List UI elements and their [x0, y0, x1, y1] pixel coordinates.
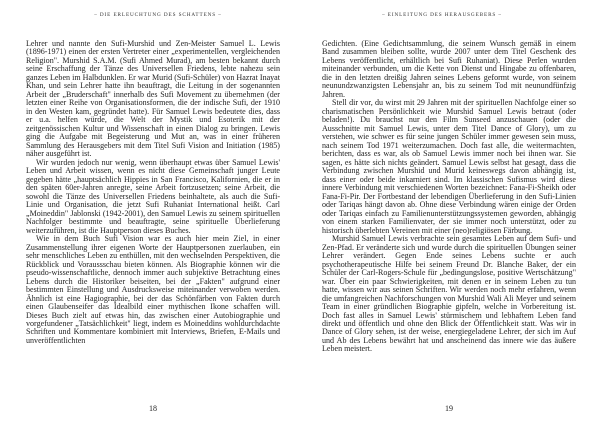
paragraph: Stell dir vor, du wirst mit 29 Jahren mit der spirituellen Nachfolge einer so charismatischen Persönlichkeit wie Murshid Samuel Lewis betraut (oder beladen!). Du brauchst nur den Film Sunseed anzuschauen (oder die Ausschnitte mit Samuel Lewis, unter dem Titel Dance of Glory), um zu verstehen, wie schwer es für seine jungen Schüler immer gewesen sein muss, nach seinem Tod 1971 weiterzumachen. Doch fast alle, die weitermachten, berichten, dass es war, als ob Samuel Lewis immer noch bei ihnen war. Sie sagen, es hätte sich nichts geändert. Samuel Lewis selbst hat gesagt, dass die Verbindung zwischen Murshid und Murid keineswegs davon abhängig ist, dass einer oder beide inkarniert sind. Im klassischen Sufismus wird diese innere Verbindung mit verschiedenen Worten bezeichnet: Fana-Fi-Sheikh oder Fana-Fi-Pir. Der Fortbestand der lebendigen Überlieferung in den Sufi-Linien oder Tariqas hängt davon ab. Ohne diese Verbindung wären einige der Orden oder Tariqas einfach zu Familienunterstützungssystemen geworden, abhängig von einem starken Familienvater, der sie immer noch unterstützt, oder zu historisch überlebten Vereinen mit einer (neo)religiösen Färbung.	[322, 98, 576, 235]
body-text	[322, 40, 576, 354]
running-head: – EINLEITUNG DES HERAUSGEBERS –	[382, 12, 502, 18]
body-text	[26, 40, 280, 345]
page-number: 18	[149, 404, 157, 413]
page-number: 19	[445, 404, 453, 413]
paragraph: Gedichten. (Eine Gedichtsammlung, die seinem Wunsch gemäß in einem Band zusammen bleiben sollte, wurde 2007 unter dem Titel Geschenk des Lebens veröffentlicht, erhältlich bei Sufi Ruhaniat). Diese Perlen wurden miteinander verbunden, um die Kette von Dienst und Hingabe zu offenbaren, die in den letzten dreißig Jahren seines Lebens geformt wurde, von seinem neunundzwanzigsten Lebensjahr an, bis zu seinem Tod mit neunundfünfzig Jahren.	[322, 39, 576, 99]
running-head: – DIE ERLEUCHTUNG DES SCHATTENS –	[94, 12, 222, 18]
paragraph: Wie in dem Buch Sufi Vision war es auch hier mein Ziel, in einer Zusammenstellung ihrer eigenen Worte der Hauptpersonen zuerlauben, ein sehr menschliches Leben zu enthüllen, mit den wechselnden Perspektiven, die Rückblick und Voraussschau bieten können. Als Biographie können wir die pseudo-wissenschaftliche, dennoch immer auch subjektive Betrachtung eines Lebens durch die Historiker beiseiten, bei der „Fakten" aufgrund einer bestimmten Einstellung und Ausdrucksweise miteinander verwoben werden. Ähnlich ist eine Hagiographie, bei der das Schönfärben von Fakten durch einen Glaubenseifer das Idealbild einer mythischen Ikone schaffen will. Dieses Buch zielt auf etwas hin, das zwischen einer Autobiographie und vorgefundener „Tatsächlichkeit" liegt, indem es Moineddins wohldurchdachte Schriften und Kommentare kombiniert mit Interviews, Briefen, E-Mails und unveröffentlichten	[26, 234, 280, 345]
paragraph: Wir wurden jedoch nur wenig, wenn überhaupt etwas über Samuel Lewis' Leben und Arbeit wissen, wenn es nicht diese Gemeinschaft junger Leute gegeben hätte „hauptsächlich Hippies in San Francisco, Kalifornien, die er in den späten 60er-Jahren anregte, seine Arbeit fortzusetzen; seine Arbeit, die sowohl die Tänze des Universellen Friedens beinhaltete, als auch die Sufi-Linie und Organisation, die jetzt Sufi Ruhaniat International heißt. Carl „Moineddin" Jablonski (1942-2001), den Samuel Lewis zu seinem spirituellen Nachfolger bestimmte und beauftragte, seine spirituelle Überlieferung weiterzuführen, ist die Hauptperson dieses Buches.	[26, 157, 280, 235]
right-page	[300, 0, 600, 435]
paragraph: Lehrer und nannte den Sufi-Murshid und Zen-Meister Samuel L. Lewis (1896-1971) einen der ersten Vertreter einer „experimentellen, vergleichenden Religion". Murshid S.A.M. (Sufi Ahmed Murad), am besten bekannt durch seine Erschaffung der Tänze des Universellen Friedens, lebte nahezu sein ganzes Leben im Halbdunklen. Er war Murid (Sufi-Schüler) von Hazrat Inayat Khan, und sein Lehrer hatte ihn beauftragt, die Leitung in der sogenannten Arbeit der „Bruderschaft" innerhalb des Sufi Movement zu übernehmen (der letzten einer Reihe von Organisationsformen, die der indische Sufi, der 1910 in den Westen kam, gegründet hatte). Für Samuel Lewis bedeutete dies, dass er u.a. helfen würde, die Welt der Mystik und Esoterik mit der zeitgenössischen Kultur und Wissenschaft in einen Dialog zu bringen. Lewis ging die Aufgabe mit Begeisterung und Mut an, was in einer früheren Sammlung des Herausgebers mit dem Titel Sufi Vision and Initiation (1985) näher ausgeführt ist.	[26, 39, 280, 159]
paragraph: Murshid Samuel Lewis verbrachte sein gesamtes Leben auf dem Sufi- und Zen-Pfad. Er veränderte sich und wurde durch die spirituellen Übungen seiner Lehrer verändert. Gegen Ende seines Lebens suchte er auch psychotherapeutische Hilfe bei seinem Freund Dr. Blanche Baker, der ein Schüler der Carl-Rogers-Schule für „bedingungslose, positive Wertschätzung" war. Über ein paar Schwierigkeiten, mit denen er in seinem Leben zu tun hatte, wissen wir aus seinen Schriften. Wir werden noch mehr erfahren, wenn die umfangreichen Nachforschungen von Murshid Wali Ali Meyer und seinem Team in einer gründlichen Biographie gipfeln, welche in Vorbereitung ist. Doch fast alles in Samuel Lewis' stürmischem und lebhaftem Leben fand direkt und öffentlich und ohne den Blick der Öffentlichkeit statt. Was wir in Dance of Glory sehen, ist der weise, energiegeladene Lehrer, der sich im Auf und Ab des Lebens bewährt hat und anscheinend das innere wie das äußere Leben meistert.	[322, 234, 576, 354]
